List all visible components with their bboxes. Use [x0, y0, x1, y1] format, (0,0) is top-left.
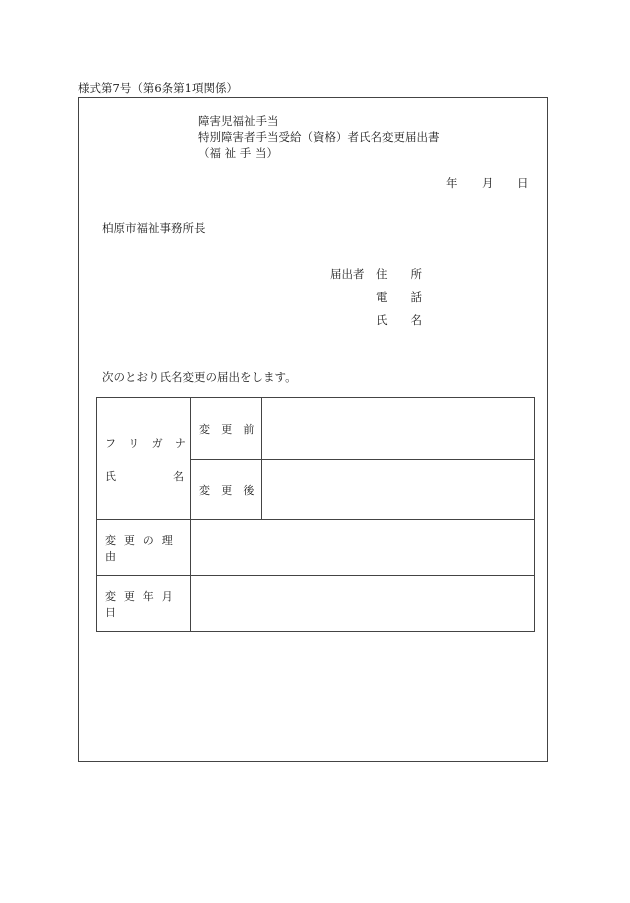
after-label: 変 更 後 — [199, 483, 259, 497]
title-line-1: 障害児福祉手当 — [198, 114, 279, 128]
before-label-cell — [191, 398, 262, 460]
name-label: 氏 名 — [376, 313, 422, 327]
reason-label: 変 更 の 理 由 — [105, 533, 175, 563]
statement: 次のとおり氏名変更の届出をします。 — [102, 370, 297, 384]
after-label-cell — [191, 460, 262, 520]
applicant-label: 届出者 — [330, 267, 365, 281]
change-date-label: 変 更 年 月 日 — [105, 589, 175, 619]
name-label-right: 名 — [173, 469, 184, 483]
name-change-table — [96, 397, 535, 632]
reason-label-cell — [97, 520, 191, 576]
name-label-left: 氏 — [105, 469, 116, 483]
date-year: 年 — [446, 176, 458, 190]
date-day: 日 — [517, 176, 529, 190]
reason-value-cell[interactable] — [191, 520, 535, 576]
change-date-label-cell — [97, 576, 191, 632]
furigana-name-label-cell — [97, 398, 191, 520]
title-line-3: （福 祉 手 当） — [198, 146, 278, 160]
title-line-2: 特別障害者手当受給（資格）者氏名変更届出書 — [198, 130, 440, 144]
addressee: 柏原市福祉事務所長 — [102, 221, 206, 235]
address-label: 住 所 — [376, 267, 422, 281]
form-number: 様式第7号（第6条第1項関係） — [78, 81, 238, 95]
change-date-value-cell[interactable] — [191, 576, 535, 632]
date-month: 月 — [482, 176, 494, 190]
before-label: 変 更 前 — [199, 422, 259, 436]
furigana-label: フ リ ガ ナ — [105, 436, 191, 450]
phone-label: 電 話 — [376, 290, 422, 304]
before-value-cell[interactable] — [262, 398, 535, 460]
after-value-cell[interactable] — [262, 460, 535, 520]
